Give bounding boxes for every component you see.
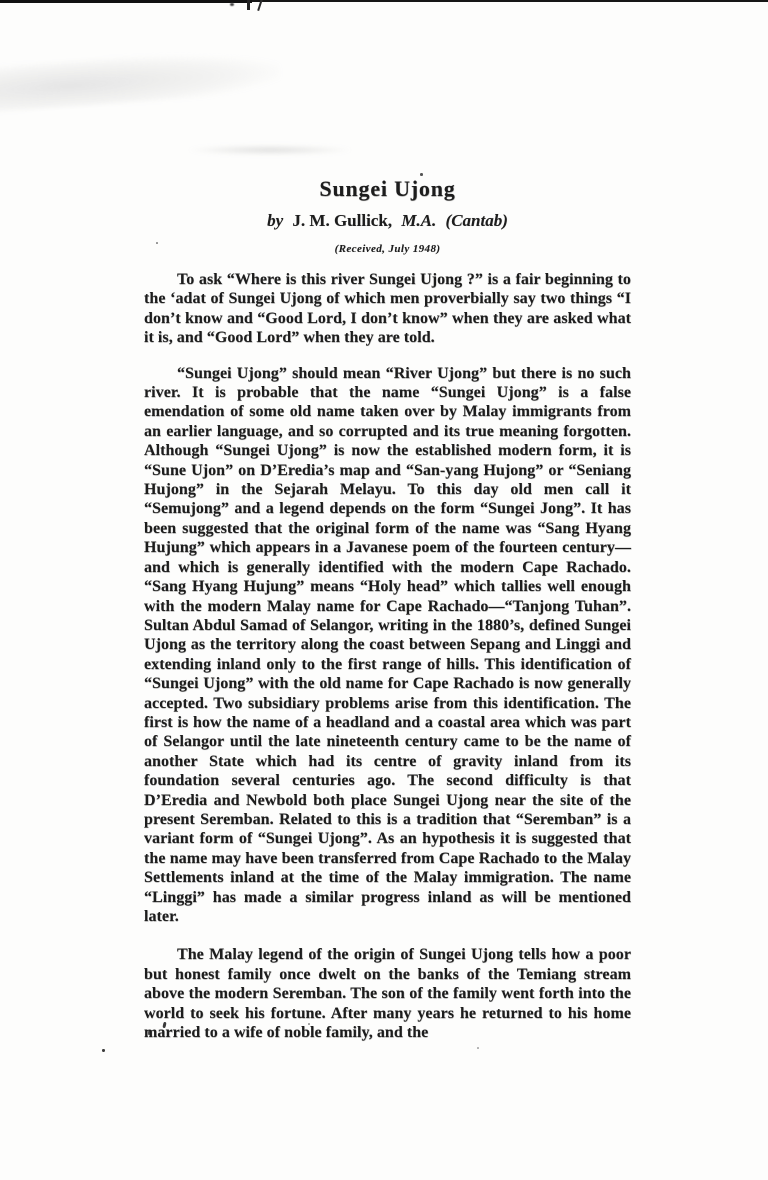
byline-by: by [267, 211, 284, 230]
received-note: (Received, July 1948) [334, 243, 441, 255]
scan-speck [102, 1049, 105, 1052]
paragraph-2: “Sungei Ujong” should mean “River Ujong” but there is no such river. It is probable that the name “Sungei Ujong” is a false emendation of some old name taken over by Malay immigrants from an earlier language, and so corrupted and its true meaning forgotten. Although “Sungei Ujong” is now the established modern form, it is “Sune Ujon” on D’Eredia’s map and “San-yang Hujong” or “Seniang Hujong” in the Sejarah Melayu. To this day old men call it “Semujong” and a legend depends on the form “Sungei Jong”. It has been suggested that the original form of the name was “Sang Hyang Hujung” which appears in a Javanese poem of the fourteen century—and which is generally identified with the modern Cape Rachado. “Sang Hyang Hujung” means “Holy head” which tallies well enough with the modern Malay name for Cape Rachado—“Tanjong Tuhan”. Sultan Abdul Samad of Selangor, writing in the 1880’s, defined Sungei Ujong as the territory along the coast between Sepang and Linggi and extending inland only to the first range of hills. This identification of “Sungei Ujong” with the old name for Cape Rachado is now generally accepted. Two subsidiary problems arise from this identification. The first is how the name of a headland and a coastal area which was part of Selangor until the late nineteenth century came to be the name of another State which had its centre of gravity inland from its foundation several centuries ago. The second difficulty is that D’Eredia and Newbold both place Sungei Ujong near the site of the present Seremban. Related to this is a tradition that “Seremban” is a variant form of “Sungei Ujong”. As an hypothesis it is suggested that the name may have been transferred from Cape Rachado to the Malay Settlements inland at the time of the Malay immigration. The name “Linggi” has made a similar progress inland as will be mentioned later. [144, 364, 631, 925]
byline-author: J. M. Gullick, [292, 211, 393, 230]
byline-degree: M.A. [401, 211, 437, 230]
paragraph-3: The Malay legend of the origin of Sungei Ujong tells how a poor but honest family once dwelt on the banks of the Temiang stream above the modern Seremban. The son of the family went forth into the world to seek his fortune. After many years he returned to his home married to a wife of noble family, and the [144, 946, 631, 1042]
byline-cantab: (Cantab) [445, 211, 508, 230]
page-title: Sungei Ujong [319, 176, 456, 201]
byline [144, 211, 631, 231]
article-column [144, 0, 631, 1058]
paragraph-1: To ask “Where is this river Sungei Ujong ?” is a fair beginning to the ‘adat of Sungei Ujong of which men proverbially say two things “I don’t know and “Good Lord, I don’t know” when they are asked what it is, and “Good Lord” when they are told. [144, 271, 631, 347]
